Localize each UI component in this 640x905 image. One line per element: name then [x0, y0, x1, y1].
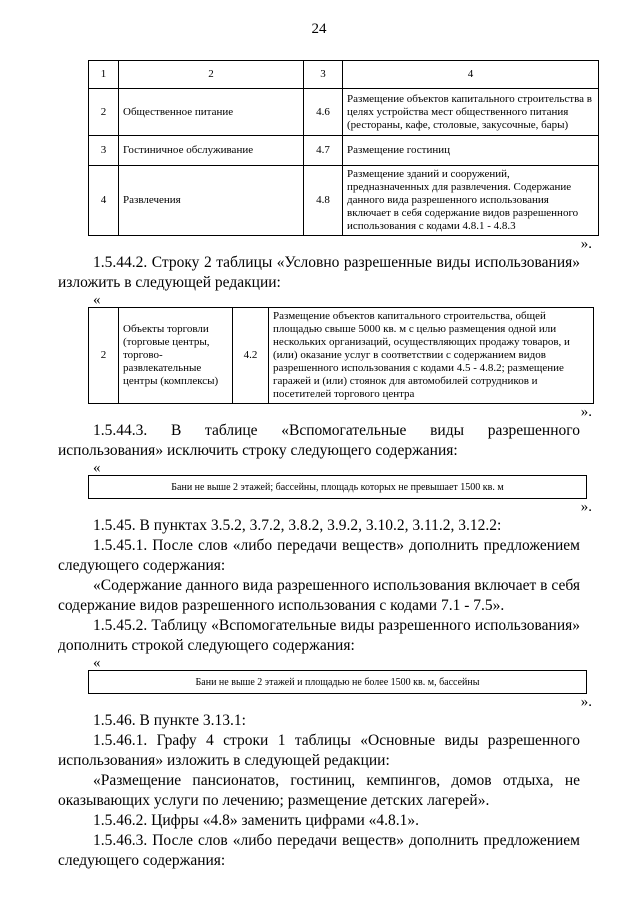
closing-quote-mark: ». [580, 499, 592, 515]
table-row [89, 136, 599, 166]
clause-1-5-44-3: 1.5.44.3. В таблице «Вспомогательные виды разрешенного использования» исключить строку следующего содержания: [58, 422, 580, 459]
use-code: 4.8 [304, 166, 343, 236]
closing-quote-mark: ». [580, 404, 592, 420]
use-name: Объекты торговли (торговые центры, торгово-развлекательные центры (комплексы) [119, 308, 233, 404]
row-num: 2 [89, 308, 119, 404]
row-num: 2 [89, 89, 119, 136]
use-name: Развлечения [119, 166, 304, 236]
use-description: Размещение объектов капитального строительства в целях устройства мест общественного питания (рестораны, кафе, столовые, закусочные, бары) [343, 89, 599, 136]
clause-1-5-46: 1.5.46. В пункте 3.13.1: [93, 712, 246, 729]
header-cell-3: 3 [304, 61, 343, 89]
use-description: Размещение объектов капитального строительства, общей площадью свыше 5000 кв. м с целью размещения одной или нескольких организаций, осуществляющих продажу товаров, и (или) оказание услуг в соответствии с содержанием видов разрешенного использования с кодами 4.5 - 4.8.2; размещение гаражей и (или) стоянок для автомобилей сотрудников и посетителей торгового центра [269, 308, 594, 404]
clause-1-5-46-1-quote: «Размещение пансионатов, гостиниц, кемпингов, домов отдыха, не оказывающих услуги по лечению; размещение детских лагерей». [58, 772, 580, 809]
header-cell-4: 4 [343, 61, 599, 89]
clause-1-5-45-2: 1.5.45.2. Таблицу «Вспомогательные виды разрешенного использования» дополнить строкой следующего содержания: [58, 617, 580, 654]
use-name: Гостиничное обслуживание [119, 136, 304, 166]
closing-quote-mark: ». [580, 236, 592, 252]
table-row [89, 166, 599, 236]
clause-1-5-45: 1.5.45. В пунктах 3.5.2, 3.7.2, 3.8.2, 3.9.2, 3.10.2, 3.11.2, 3.12.2: [93, 517, 502, 534]
page-number: 24 [311, 21, 327, 37]
closing-quote-mark: ». [580, 694, 592, 710]
added-row-box: Бани не выше 2 этажей и площадью не более 1500 кв. м, бассейны [88, 670, 587, 694]
table-row [89, 89, 599, 136]
clause-1-5-44-2: 1.5.44.2. Строку 2 таблицы «Условно разрешенные виды использования» изложить в следующей редакции: [58, 254, 580, 291]
use-name: Общественное питание [119, 89, 304, 136]
row-num: 4 [89, 166, 119, 236]
header-cell-2: 2 [119, 61, 304, 89]
header-cell-1: 1 [89, 61, 119, 89]
clause-1-5-46-1: 1.5.46.1. Графу 4 строки 1 таблицы «Основные виды разрешенного использования» изложить в следующей редакции: [58, 732, 580, 769]
use-description: Размещение гостиниц [343, 136, 599, 166]
opening-quote-mark: « [93, 292, 101, 308]
clause-1-5-45-1: 1.5.45.1. После слов «либо передачи веществ» дополнить предложением следующего содержания: [58, 537, 580, 574]
opening-quote-mark: « [93, 460, 101, 476]
table-row [89, 308, 594, 404]
clause-1-5-46-2: 1.5.46.2. Цифры «4.8» заменить цифрами «4.8.1». [93, 812, 420, 829]
use-code: 4.2 [233, 308, 269, 404]
opening-quote-mark: « [93, 655, 101, 671]
excluded-row-box: Бани не выше 2 этажей; бассейны, площадь которых не превышает 1500 кв. м [88, 475, 587, 499]
trade-objects-table [88, 307, 594, 404]
use-code: 4.6 [304, 89, 343, 136]
use-code: 4.7 [304, 136, 343, 166]
clause-1-5-45-1-quote: «Содержание данного вида разрешенного использования включает в себя содержание видов разрешенного использования с кодами 7.1 - 7.5». [58, 577, 580, 614]
use-description: Размещение зданий и сооружений, предназначенных для развлечения. Содержание данного вида разрешенного использования включает в себя содержание видов разрешенного использования с кодами 4.8.1 - 4.8.3 [343, 166, 599, 236]
table-header-row [89, 61, 599, 89]
clause-1-5-46-3: 1.5.46.3. После слов «либо передачи веществ» дополнить предложением следующего содержания: [58, 832, 580, 869]
land-use-table [88, 60, 599, 236]
row-num: 3 [89, 136, 119, 166]
